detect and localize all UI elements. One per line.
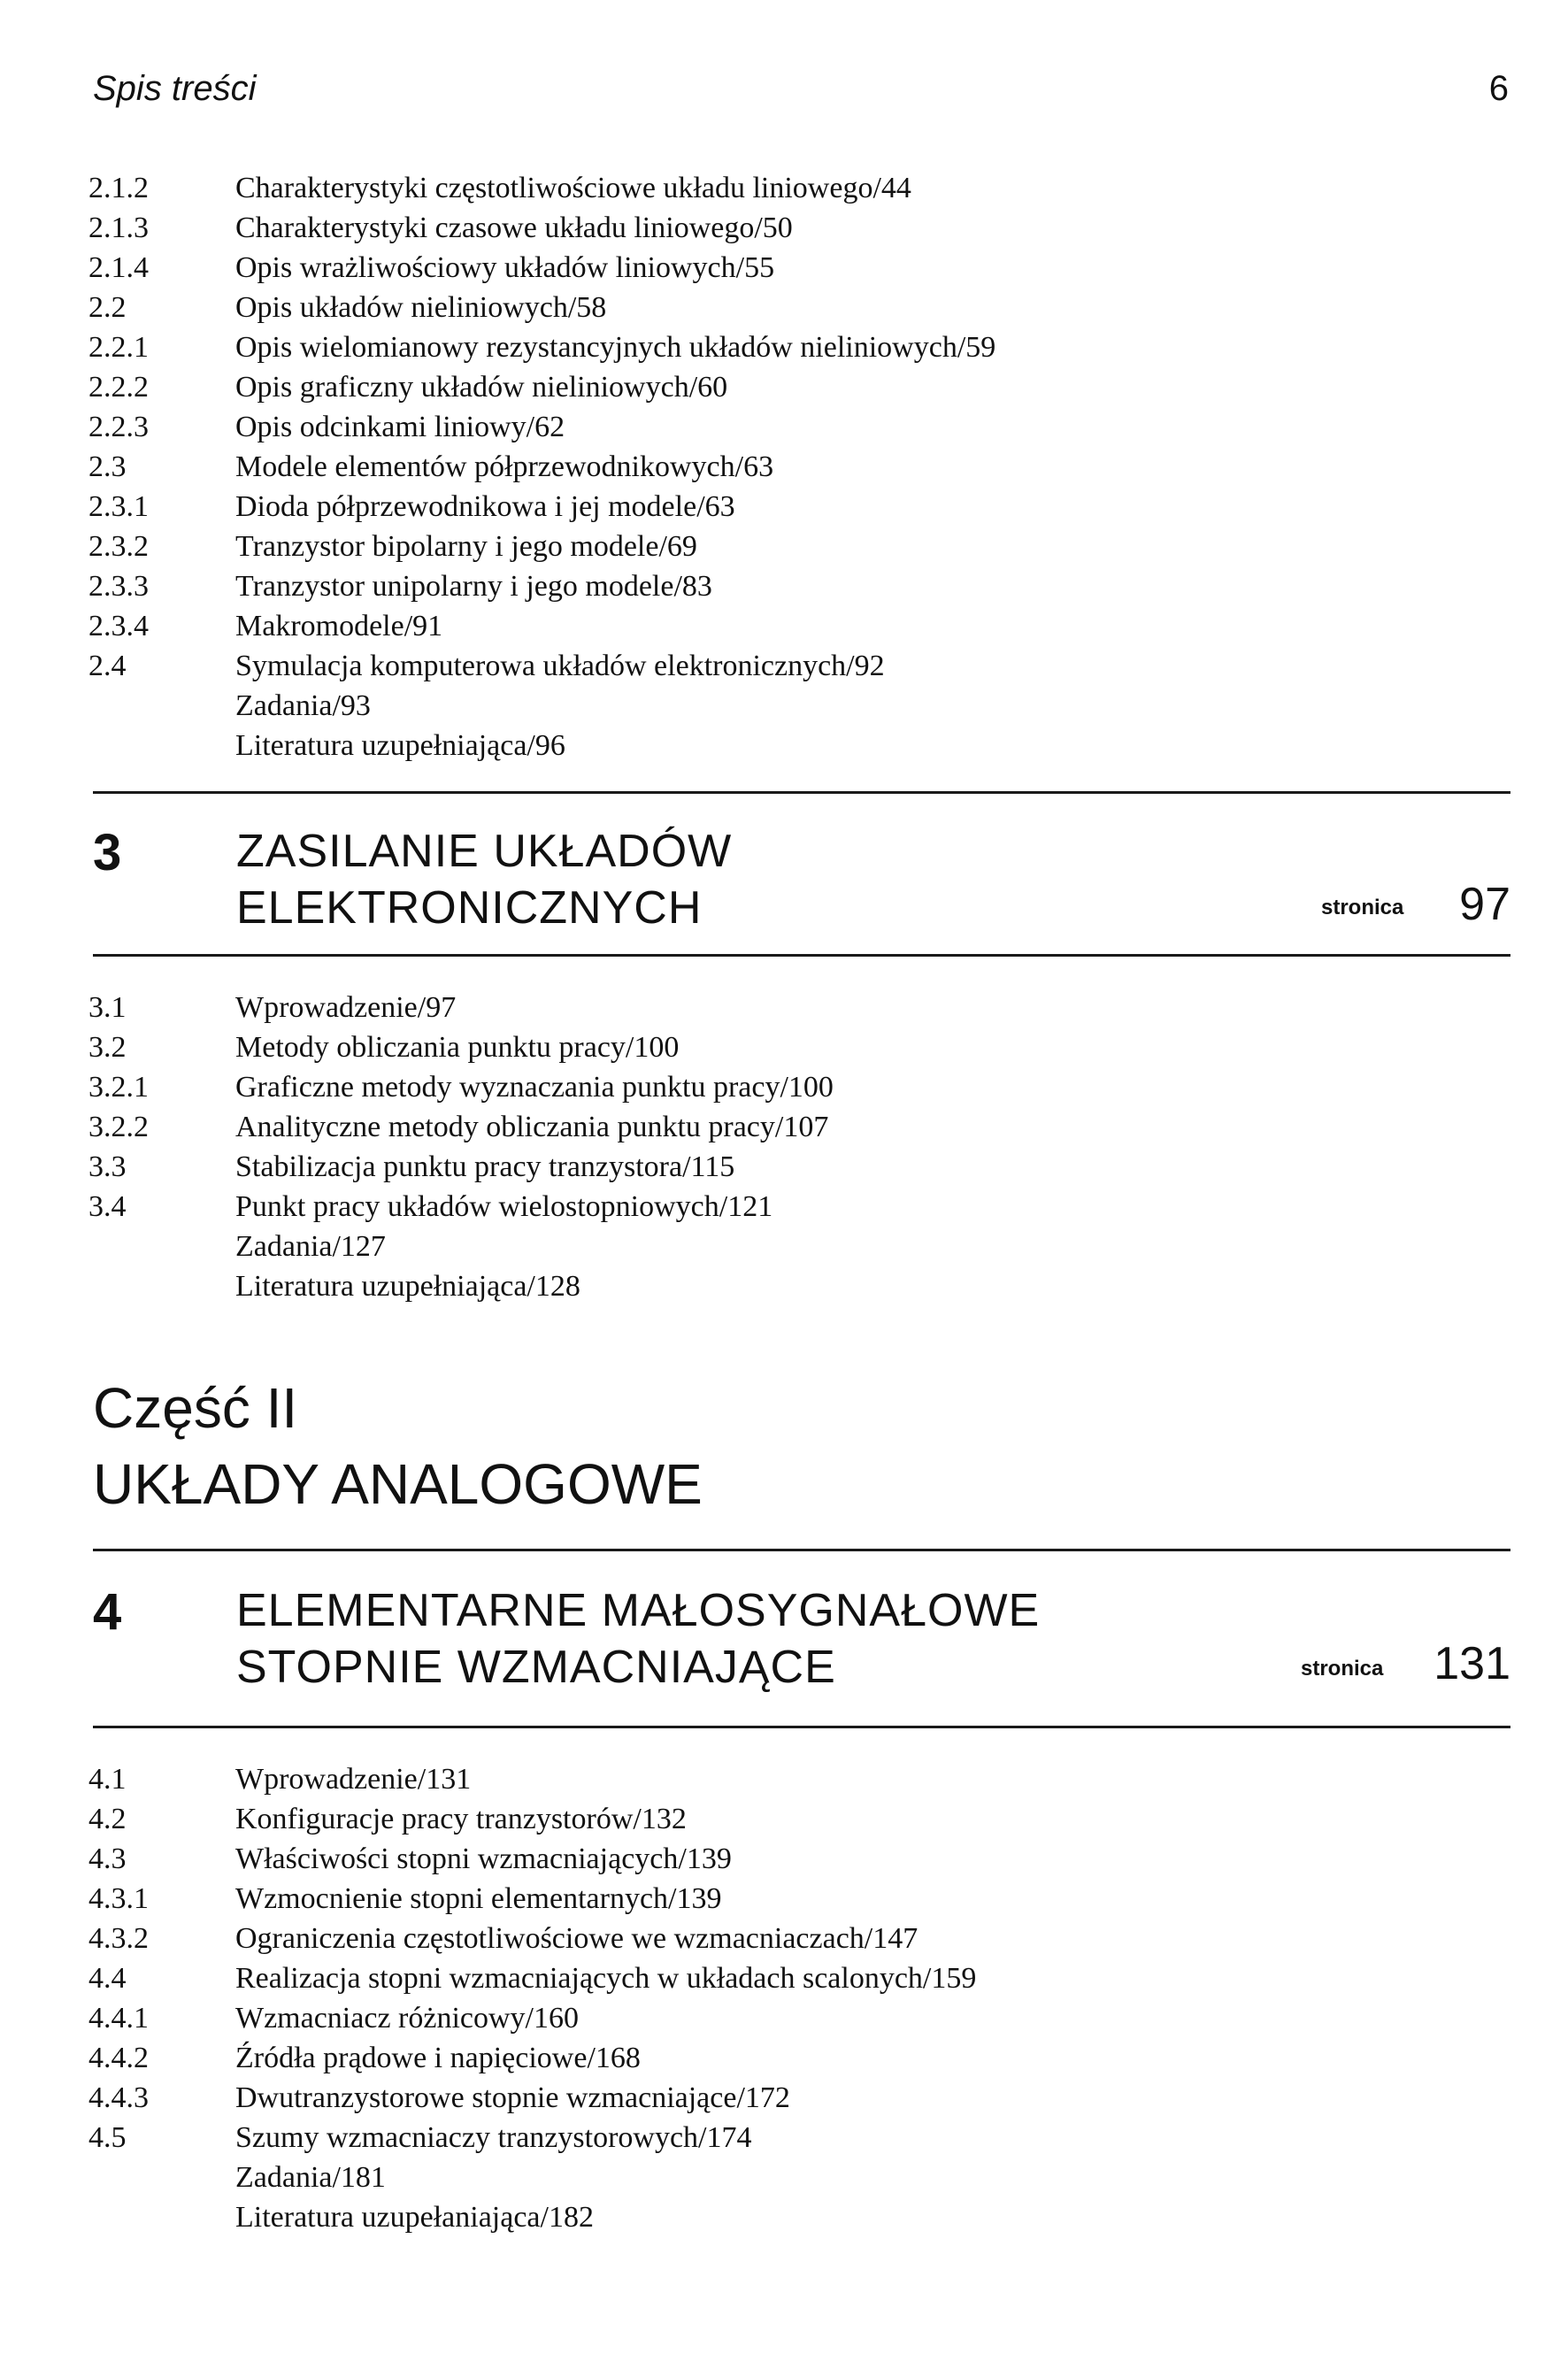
toc-entry-title: Punkt pracy układów wielostopniowych/121 [235,1190,773,1223]
toc-entry-number: 4.4.2 [88,2042,149,2074]
toc-entry-number: 2.1.2 [88,172,149,204]
toc-entry-title: Charakterystyki częstotliwościowe układu liniowego/44 [235,172,911,204]
toc-entry-number: 3.2.2 [88,1111,149,1143]
toc-entry-number: 4.5 [88,2121,127,2154]
toc-entry-number: 4.1 [88,1763,127,1796]
page-header [93,69,1509,122]
toc-entry-number: 4.4.3 [88,2081,149,2114]
toc-entry-number: 2.3 [88,450,127,483]
chapter-title [236,1582,1040,1696]
divider-rule [93,954,1510,957]
chapter-page-number: 131 [1433,1638,1510,1689]
toc-entry-title: Symulacja komputerowa układów elektronicznych/92 [235,650,885,682]
toc-entry-title: Zadania/181 [235,2161,386,2194]
toc-entry-title: Opis odcinkami liniowy/62 [235,411,565,443]
toc-entry-number: 2.3.3 [88,570,149,603]
toc-entry-title: Opis wielomianowy rezystancyjnych układów nieliniowych/59 [235,331,996,364]
toc-entry-title: Wprowadzenie/131 [235,1763,472,1796]
chapter-title-line: ELEMENTARNE MAŁOSYGNAŁOWE [236,1585,1041,1636]
toc-entry-title: Zadania/127 [235,1230,386,1263]
toc-entry-number: 3.3 [88,1150,127,1183]
toc-entry-title: Szumy wzmacniaczy tranzystorowych/174 [235,2121,752,2154]
toc-entry-number: 2.3.1 [88,490,149,523]
toc-entry-number: 2.2.3 [88,411,149,443]
toc-entry-number: 3.1 [88,991,127,1024]
toc-entry-number: 2.1.4 [88,251,149,284]
toc-entry-title: Opis układów nieliniowych/58 [235,291,607,324]
toc-entry-number: 3.2 [88,1031,127,1064]
toc-entry-number: 2.4 [88,650,127,682]
toc-entry-title: Właściwości stopni wzmacniających/139 [235,1842,732,1875]
chapter-page-number: 97 [1459,879,1510,930]
toc-entry-title: Wzmocnienie stopni elementarnych/139 [235,1882,722,1915]
toc-entry-title: Realizacja stopni wzmacniających w układach scalonych/159 [235,1962,977,1995]
part-title: UKŁADY ANALOGOWE [93,1452,703,1516]
toc-entry-title: Wprowadzenie/97 [235,991,457,1024]
page-number: 6 [1488,69,1509,108]
toc-entry-title: Opis graficzny układów nieliniowych/60 [235,371,728,404]
toc-entry-number: 3.4 [88,1190,127,1223]
toc-entry-number: 2.1.3 [88,212,149,244]
toc-entry-number: 2.2.1 [88,331,149,364]
chapter-title-line: ZASILANIE UKŁADÓW [236,826,733,877]
toc-entry-title: Stabilizacja punktu pracy tranzystora/115 [235,1150,735,1183]
part-label: Część II [93,1376,298,1440]
chapter-page-label: stronica [1301,1657,1384,1681]
chapter-title [236,823,732,936]
toc-entry-title: Dwutranzystorowe stopnie wzmacniające/172 [235,2081,790,2114]
toc-entry-title: Metody obliczania punktu pracy/100 [235,1031,680,1064]
chapter-page-label: stronica [1321,896,1404,919]
chapter-heading-3 [93,823,1510,947]
toc-entry-title: Dioda półprzewodnikowa i jej modele/63 [235,490,735,523]
toc-entry-title: Ograniczenia częstotliwościowe we wzmacniaczach/147 [235,1922,919,1955]
chapter-heading-4 [93,1582,1510,1706]
divider-rule [93,1549,1510,1551]
toc-entry-title: Tranzystor unipolarny i jego modele/83 [235,570,712,603]
toc-entry-number: 4.3.2 [88,1922,149,1955]
toc-entry-title: Graficzne metody wyznaczania punktu pracy/100 [235,1071,834,1104]
toc-entry-title: Konfiguracje pracy tranzystorów/132 [235,1803,687,1835]
toc-entry-title: Tranzystor bipolarny i jego modele/69 [235,530,697,563]
toc-entry-title: Modele elementów półprzewodnikowych/63 [235,450,774,483]
divider-rule [93,1726,1510,1728]
toc-entry-title: Literatura uzupełniająca/96 [235,729,565,762]
toc-entry-number: 2.2 [88,291,127,324]
toc-entry-number: 2.3.2 [88,530,149,563]
toc-entry-title: Wzmacniacz różnicowy/160 [235,2002,579,2035]
chapter-number: 4 [93,1583,122,1641]
toc-entry-number: 2.3.4 [88,610,149,642]
toc-entry-title: Literatura uzupełniająca/128 [235,1270,580,1303]
divider-rule [93,791,1510,794]
toc-entry-number: 4.3 [88,1842,127,1875]
running-title: Spis treści [93,69,257,108]
toc-entry-number: 3.2.1 [88,1071,149,1104]
toc-entry-title: Analityczne metody obliczania punktu pracy/107 [235,1111,829,1143]
toc-entry-title: Charakterystyki czasowe układu liniowego/50 [235,212,793,244]
chapter-title-line: STOPNIE WZMACNIAJĄCE [236,1642,836,1693]
toc-entry-number: 4.2 [88,1803,127,1835]
toc-entry-title: Zadania/93 [235,689,371,722]
toc-entry-title: Opis wrażliwościowy układów liniowych/55 [235,251,775,284]
toc-entry-number: 4.3.1 [88,1882,149,1915]
toc-entry-title: Makromodele/91 [235,610,443,642]
part-heading [93,1370,703,1522]
toc-entry-title: Literatura uzupełaniająca/182 [235,2201,594,2234]
toc-entry-number: 4.4 [88,1962,127,1995]
toc-entry-number: 4.4.1 [88,2002,149,2035]
toc-entry-number: 2.2.2 [88,371,149,404]
chapter-number: 3 [93,824,122,881]
toc-entry-title: Źródła prądowe i napięciowe/168 [235,2042,641,2074]
chapter-title-line: ELEKTRONICZNYCH [236,882,703,934]
